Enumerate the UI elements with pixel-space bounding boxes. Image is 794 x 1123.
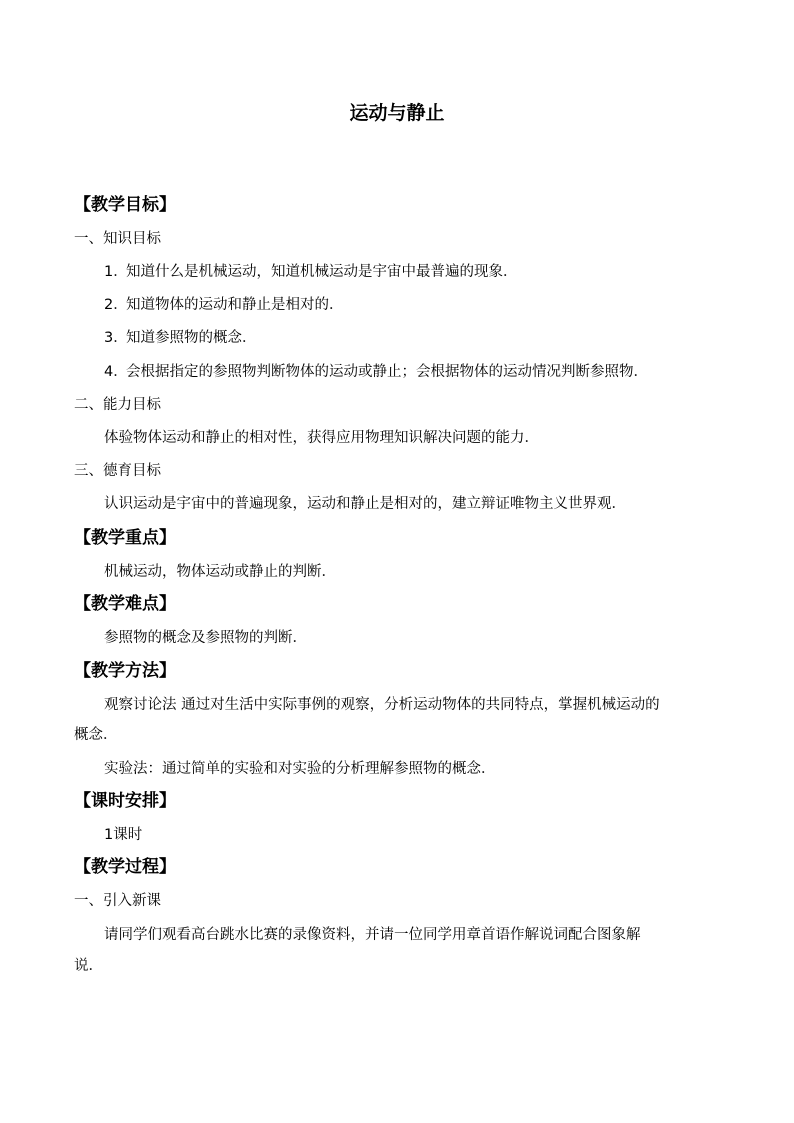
section-heading-teaching-goals: 【教学目标】 (74, 195, 176, 215)
subsection-heading-ability: 二、能力目标 (74, 397, 161, 413)
intro-text-line: 说． (74, 958, 103, 974)
knowledge-item (104, 362, 648, 382)
subsection-heading-intro: 一、引入新课 (74, 893, 161, 909)
subsection-heading-moral: 三、德育目标 (74, 463, 161, 479)
section-heading-key-points: 【教学重点】 (74, 528, 176, 548)
list-item-text: 知道参照物的概念． (126, 330, 257, 346)
list-item-text: 知道物体的运动和静止是相对的． (126, 297, 344, 313)
list-item-text: 会根据指定的参照物判断物体的运动或静止；会根据物体的运动情况判断参照物． (126, 364, 648, 380)
knowledge-item (104, 262, 518, 282)
knowledge-item (104, 295, 344, 315)
section-heading-methods: 【教学方法】 (74, 661, 176, 681)
knowledge-item (104, 328, 257, 348)
section-heading-difficulties: 【教学难点】 (74, 594, 176, 614)
list-number: 2． (104, 297, 128, 313)
list-item-text: 知道什么是机械运动，知道机械运动是宇宙中最普遍的现象． (126, 264, 518, 280)
subsection-heading-knowledge: 一、知识目标 (74, 231, 161, 247)
list-number: 3． (104, 330, 128, 346)
schedule-text: 1课时 (104, 827, 143, 843)
ability-text: 体验物体运动和静止的相对性，获得应用物理知识解决问题的能力． (104, 430, 539, 446)
list-number: 1． (104, 264, 128, 280)
list-number: 4． (104, 364, 128, 380)
section-heading-schedule: 【课时安排】 (74, 791, 176, 811)
key-points-text: 机械运动，物体运动或静止的判断． (104, 564, 336, 580)
section-heading-process: 【教学过程】 (74, 857, 176, 877)
intro-text-line: 请同学们观看高台跳水比赛的录像资料，并请一位同学用章首语作解说词配合图象解 (104, 927, 641, 943)
moral-text: 认识运动是宇宙中的普遍现象，运动和静止是相对的，建立辩证唯物主义世界观． (104, 496, 626, 512)
methods-text-line: 观察讨论法 通过对生活中实际事例的观察，分析运动物体的共同特点，掌握机械运动的 (104, 697, 660, 713)
experiment-method-text: 实验法：通过简单的实验和对实验的分析理解参照物的概念． (104, 761, 496, 777)
methods-text-line: 概念． (74, 727, 118, 743)
document-title: 运动与静止 (349, 102, 445, 124)
difficulties-text: 参照物的概念及参照物的判断． (104, 630, 307, 646)
